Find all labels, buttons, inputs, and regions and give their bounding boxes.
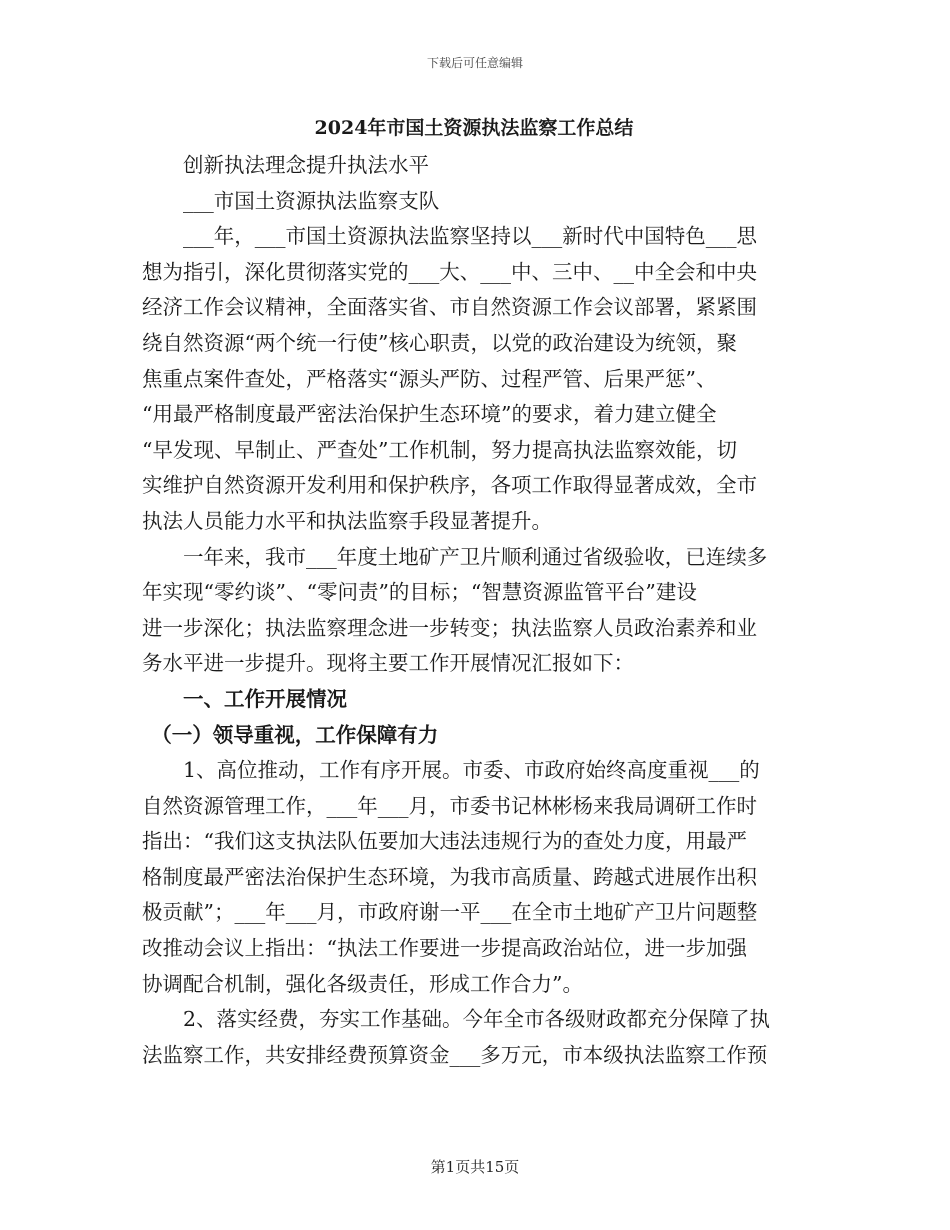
document-subtitle: 创新执法理念提升执法水平 — [183, 153, 429, 177]
body-line: ___年，___市国土资源执法监察坚持以___新时代中国特色___思 — [183, 224, 757, 249]
body-line: 经济工作会议精神，全面落实省、市自然资源工作会议部署，紧紧围 — [142, 295, 757, 320]
body-line: 格制度最严密法治保护生态环境，为我市高质量、跨越式进展作出积 — [142, 864, 757, 889]
body-line: 指出：“我们这支执法队伍要加大违法违规行为的查处力度，用最严 — [142, 829, 747, 854]
body-line: 年实现“零约谈”、“零问责”的目标；“智慧资源监管平台”建设 — [142, 580, 697, 605]
body-line: 想为指引，深化贯彻落实党的___大、___中、三中、__中全会和中央 — [142, 259, 757, 284]
subsection-heading: （一）领导重视，工作保障有力 — [151, 722, 439, 747]
body-line: 协调配合机制，强化各级责任，形成工作合力”。 — [142, 971, 583, 996]
body-line: 进一步深化；执法监察理念进一步转变；执法监察人员政治素养和业 — [142, 615, 757, 640]
body-line: 一年来，我市___年度土地矿产卫片顺利通过省级验收，已连续多 — [183, 544, 768, 569]
document-body — [142, 112, 806, 1073]
page-number: 第1页共15页 — [430, 1158, 520, 1176]
body-line: 实维护自然资源开发利用和保护秩序，各项工作取得显著成效，全市 — [142, 473, 757, 498]
document-organization: ___市国土资源执法监察支队 — [183, 188, 440, 213]
body-line: 1、高位推动，工作有序开展。市委、市政府始终高度重视___的 — [183, 758, 760, 783]
body-line: 法监察工作，共安排经费预算资金___多万元，市本级执法监察工作预 — [142, 1042, 768, 1067]
body-line: 自然资源管理工作，___年___月，市委书记林彬杨来我局调研工作时 — [142, 793, 757, 818]
body-line: 绕自然资源“两个统一行使”核心职责，以党的政治建设为统领，聚 — [142, 330, 737, 355]
body-line: 改推动会议上指出：“执法工作要进一步提高政治站位，进一步加强 — [142, 936, 747, 961]
page-header-note: 下载后可任意编辑 — [426, 56, 523, 70]
document-title: 2024年市国土资源执法监察工作总结 — [314, 117, 634, 139]
body-line: 焦重点案件查处，严格落实“源头严防、过程严管、后果严惩”、 — [142, 366, 717, 391]
body-line: 2、落实经费，夯实工作基础。今年全市各级财政都充分保障了执 — [183, 1007, 771, 1032]
body-line: 执法人员能力水平和执法监察手段显著提升。 — [142, 508, 552, 533]
body-line: “用最严格制度最严密法治保护生态环境”的要求，着力建立健全 — [142, 402, 717, 427]
body-line: 极贡献”；___年___月，市政府谢一平___在全市土地矿产卫片问题整 — [142, 900, 758, 925]
section-heading: 一、工作开展情况 — [183, 686, 347, 711]
body-line: “早发现、早制止、严查处”工作机制，努力提高执法监察效能，切 — [142, 437, 737, 462]
body-line: 务水平进一步提升。现将主要工作开展情况汇报如下： — [142, 651, 634, 676]
